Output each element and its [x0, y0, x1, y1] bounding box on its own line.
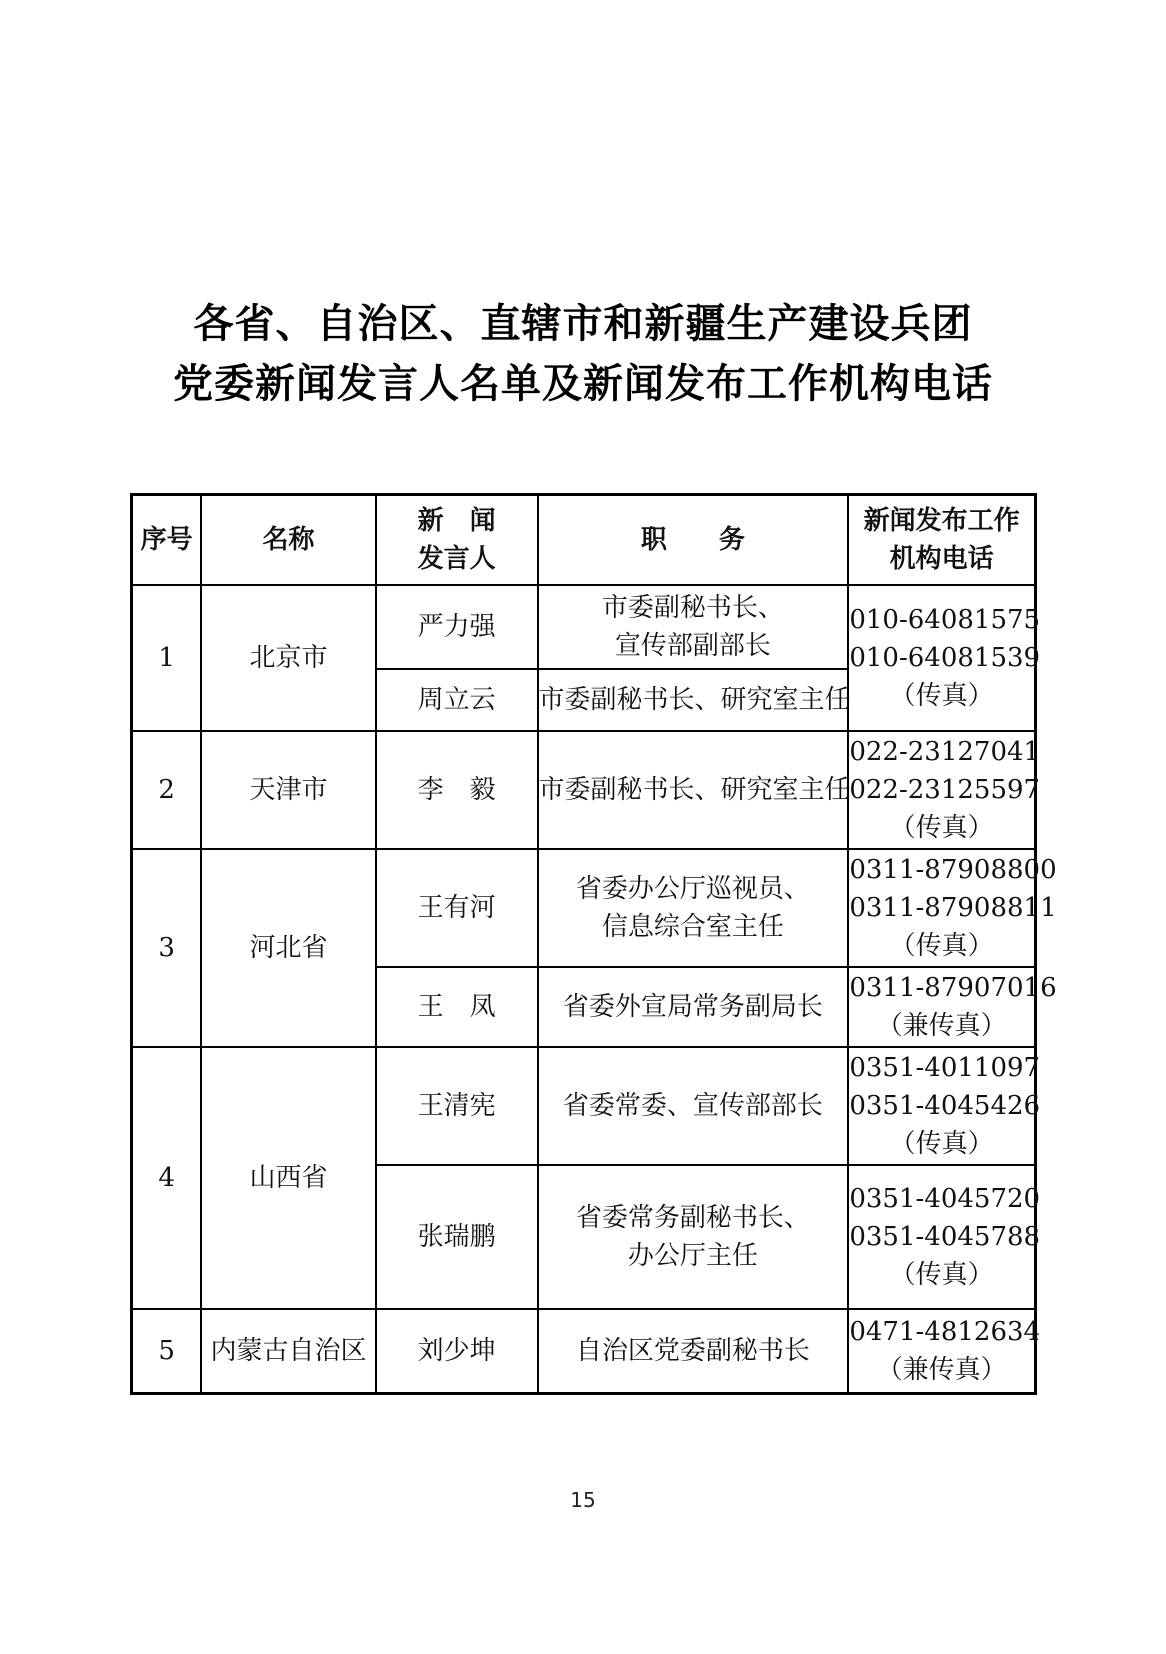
phone-line: 0311-87908800	[849, 855, 1057, 885]
phone-line: 0351-4045426	[849, 1091, 1041, 1121]
phone-line: 0471-4812634	[849, 1316, 1041, 1347]
phone-line: 0351-4011097	[849, 1053, 1041, 1083]
cell-spokesman: 张瑞鹏	[376, 1165, 538, 1309]
phone-line: 0351-4045720	[849, 1184, 1041, 1214]
position-line: 省委办公厅巡视员、	[575, 874, 810, 904]
cell-spokesman: 周立云	[376, 669, 538, 731]
cell-seq: 1	[132, 585, 202, 731]
cell-region: 内蒙古自治区	[201, 1309, 375, 1393]
phone-line: 010-64081575	[849, 605, 1041, 635]
position-line: 市委副秘书长、	[601, 593, 784, 623]
table-row	[132, 849, 1036, 967]
header-spokesman	[376, 495, 538, 586]
cell-phone	[848, 585, 1041, 731]
cell-region: 河北省	[201, 849, 375, 1047]
cell-spokesman: 严力强	[376, 585, 538, 669]
cell-phone	[848, 849, 1057, 967]
page-title-line-2: 党委新闻发言人名单及新闻发布工作机构电话	[173, 361, 993, 407]
phone-line: 0351-4045788	[849, 1222, 1041, 1252]
phone-line: （传真）	[889, 931, 994, 961]
position-line: 省委常务副秘书长、	[575, 1203, 810, 1233]
cell-seq: 4	[132, 1047, 202, 1309]
header-seq: 序号	[132, 495, 202, 586]
header-spokesman-line-2: 发言人	[417, 544, 496, 574]
cell-phone	[848, 1047, 1041, 1165]
cell-spokesman: 王 凤	[376, 967, 538, 1047]
position-line: 办公厅主任	[627, 1241, 758, 1271]
cell-spokesman: 李 毅	[376, 731, 538, 849]
phone-line: 0311-87907016	[849, 973, 1057, 1003]
cell-position	[538, 585, 849, 669]
page-number: 15	[570, 1488, 596, 1512]
phone-line: （传真）	[889, 681, 994, 711]
cell-region: 山西省	[201, 1047, 375, 1309]
cell-phone	[848, 967, 1057, 1047]
cell-position	[538, 1165, 849, 1309]
position-line: 信息综合室主任	[601, 912, 784, 942]
cell-seq: 3	[132, 849, 202, 1047]
cell-region: 天津市	[201, 731, 375, 849]
header-name: 名称	[201, 495, 375, 586]
header-phone-line-2: 机构电话	[889, 544, 994, 574]
phone-line: 0311-87908811	[849, 893, 1057, 923]
phone-line: 010-64081539	[849, 643, 1041, 673]
table-row	[132, 731, 1036, 849]
header-phone-line-1: 新闻发布工作	[863, 506, 1020, 536]
cell-position: 省委常委、宣传部部长	[538, 1047, 849, 1165]
header-phone	[848, 495, 1035, 586]
table-row	[132, 1047, 1036, 1165]
header-position: 职 务	[538, 495, 849, 586]
cell-spokesman: 刘少坤	[376, 1309, 538, 1393]
phone-line: （兼传真）	[876, 1354, 1007, 1385]
spokesman-table	[130, 493, 1057, 1395]
table-header-row	[132, 495, 1036, 586]
cell-position: 市委副秘书长、研究室主任	[538, 731, 849, 849]
phone-line: 022-23127041	[849, 737, 1041, 767]
phone-line: （兼传真）	[876, 1011, 1007, 1041]
table-row	[132, 1309, 1036, 1393]
phone-line: （传真）	[889, 813, 994, 843]
cell-seq: 5	[132, 1309, 202, 1393]
table-row	[132, 585, 1036, 669]
phone-line: （传真）	[889, 1260, 994, 1290]
cell-position	[538, 849, 849, 967]
header-spokesman-line-1: 新 闻	[417, 506, 496, 536]
cell-position: 省委外宣局常务副局长	[538, 967, 849, 1047]
cell-phone	[848, 731, 1041, 849]
position-line: 宣传部副部长	[614, 631, 771, 661]
cell-position: 市委副秘书长、研究室主任	[538, 669, 849, 731]
page-title-line-1: 各省、自治区、直辖市和新疆生产建设兵团	[193, 301, 973, 347]
cell-position: 自治区党委副秘书长	[538, 1309, 849, 1393]
phone-line: （传真）	[889, 1129, 994, 1159]
cell-seq: 2	[132, 731, 202, 849]
cell-spokesman: 王清宪	[376, 1047, 538, 1165]
cell-phone	[848, 1165, 1041, 1309]
phone-line: 022-23125597	[849, 775, 1041, 805]
cell-spokesman: 王有河	[376, 849, 538, 967]
cell-phone	[848, 1309, 1041, 1393]
cell-region: 北京市	[201, 585, 375, 731]
